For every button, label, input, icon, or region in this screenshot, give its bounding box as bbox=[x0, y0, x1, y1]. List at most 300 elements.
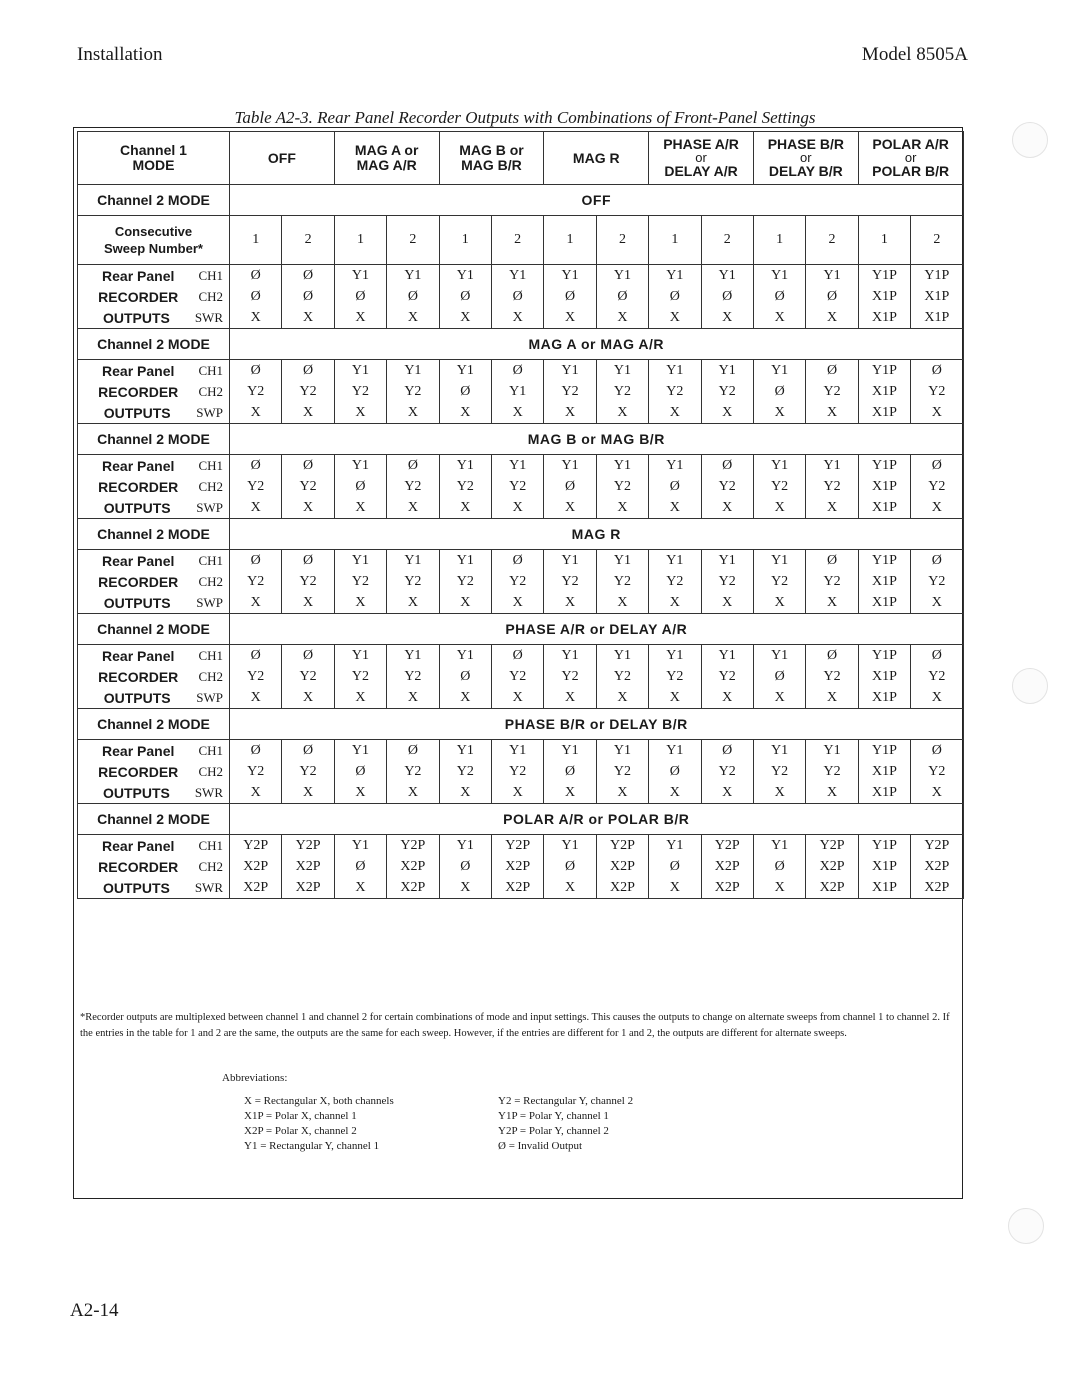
output-cell: X bbox=[387, 782, 439, 804]
output-cell: Y2P bbox=[230, 835, 282, 857]
output-cell: Y1 bbox=[649, 645, 701, 667]
output-cell: Y1 bbox=[753, 835, 805, 857]
output-cell: Y2 bbox=[649, 571, 701, 592]
output-row-label bbox=[78, 835, 230, 857]
sweep-number-cell: 2 bbox=[911, 216, 963, 265]
output-cell: X bbox=[753, 782, 805, 804]
output-label-text: OUTPUTS bbox=[103, 499, 171, 516]
output-cell: Y1 bbox=[491, 740, 543, 762]
output-cell: Y1 bbox=[701, 550, 753, 572]
output-row-label bbox=[78, 402, 230, 424]
output-cell: X bbox=[491, 497, 543, 519]
output-label-text: RECORDER bbox=[98, 478, 179, 495]
output-cell: X bbox=[911, 687, 963, 709]
channel2-mode-value: MAG R bbox=[230, 519, 964, 550]
output-cell: Y1 bbox=[544, 360, 596, 382]
output-cell: Y1 bbox=[806, 265, 858, 287]
output-cell: X bbox=[544, 687, 596, 709]
table-caption: Table A2-3. Rear Panel Recorder Outputs with Combinations of Front-Panel Settings bbox=[234, 108, 816, 127]
output-cell: Y2 bbox=[753, 761, 805, 782]
mode-header-line: PHASE B/R bbox=[767, 136, 844, 152]
output-label-text: RECORDER bbox=[98, 288, 179, 305]
output-cell: Y1 bbox=[544, 740, 596, 762]
output-cell: Y2 bbox=[334, 381, 386, 402]
abbreviation-item: Y1P = Polar Y, channel 1 bbox=[498, 1110, 609, 1122]
output-cell: Ø bbox=[230, 645, 282, 667]
output-cell: X2P bbox=[911, 877, 963, 899]
output-label-text: OUTPUTS bbox=[102, 784, 170, 801]
channel1-mode-column-header bbox=[858, 132, 963, 185]
output-cell: X bbox=[649, 307, 701, 329]
output-cell: Ø bbox=[282, 265, 334, 287]
output-cell: Ø bbox=[806, 360, 858, 382]
abbreviation-item: Ø = Invalid Output bbox=[498, 1140, 583, 1152]
output-cell: Y2 bbox=[282, 666, 334, 687]
mode-header-line: or bbox=[695, 150, 707, 165]
mode-label-line: MODE bbox=[132, 157, 175, 173]
channel-tag: CH2 bbox=[198, 478, 223, 494]
output-cell: X bbox=[491, 307, 543, 329]
channel-tag: CH1 bbox=[198, 742, 223, 758]
output-cell: Ø bbox=[911, 550, 963, 572]
output-cell: Y1 bbox=[491, 381, 543, 402]
output-cell: Y1 bbox=[544, 835, 596, 857]
output-cell: Ø bbox=[439, 856, 491, 877]
output-cell: X1P bbox=[911, 307, 963, 329]
output-cell: X bbox=[544, 402, 596, 424]
output-cell: Ø bbox=[753, 381, 805, 402]
output-cell: X bbox=[701, 687, 753, 709]
channel2-mode-value: PHASE A/R or DELAY A/R bbox=[230, 614, 964, 645]
output-cell: Ø bbox=[282, 360, 334, 382]
output-cell: X bbox=[282, 402, 334, 424]
output-cell: Y2P bbox=[911, 835, 963, 857]
output-row-label bbox=[78, 307, 230, 329]
output-cell: Y2 bbox=[544, 666, 596, 687]
output-cell: Y1 bbox=[544, 265, 596, 287]
channel-tag: CH1 bbox=[198, 552, 223, 568]
mode-header-line: MAG B or bbox=[459, 142, 524, 158]
output-cell: Y1 bbox=[387, 550, 439, 572]
output-cell: Y2 bbox=[596, 571, 648, 592]
output-cell: Ø bbox=[806, 550, 858, 572]
output-cell: Y2 bbox=[911, 761, 963, 782]
output-cell: X bbox=[753, 307, 805, 329]
output-row bbox=[78, 381, 964, 402]
output-row-label bbox=[78, 782, 230, 804]
output-cell: Ø bbox=[544, 856, 596, 877]
output-cell: Y1 bbox=[806, 455, 858, 477]
output-row-label bbox=[78, 286, 230, 307]
output-cell: Y1 bbox=[753, 550, 805, 572]
output-cell: X bbox=[649, 877, 701, 899]
output-cell: X1P bbox=[858, 782, 910, 804]
channel2-mode-value: MAG A or MAG A/R bbox=[230, 329, 964, 360]
output-cell: X bbox=[491, 592, 543, 614]
sweep-number-row bbox=[78, 216, 964, 265]
output-cell: X2P bbox=[806, 877, 858, 899]
output-label-text: Rear Panel bbox=[102, 837, 175, 854]
channel2-mode-value: PHASE B/R or DELAY B/R bbox=[230, 709, 964, 740]
output-cell: Y2 bbox=[334, 666, 386, 687]
channel1-label-line: Channel 1 bbox=[120, 142, 187, 158]
output-cell: Ø bbox=[439, 666, 491, 687]
output-cell: X2P bbox=[701, 856, 753, 877]
output-cell: X bbox=[230, 592, 282, 614]
output-cell: X bbox=[701, 782, 753, 804]
output-row-label bbox=[78, 476, 230, 497]
output-cell: Y1 bbox=[491, 455, 543, 477]
output-cell: X bbox=[230, 687, 282, 709]
output-cell: Y2 bbox=[387, 761, 439, 782]
output-cell: Ø bbox=[544, 286, 596, 307]
output-cell: X2P bbox=[596, 877, 648, 899]
output-row bbox=[78, 550, 964, 572]
sweep-number-cell: 2 bbox=[387, 216, 439, 265]
output-cell: Ø bbox=[230, 265, 282, 287]
output-row bbox=[78, 592, 964, 614]
channel2-mode-value: OFF bbox=[230, 185, 964, 216]
output-row bbox=[78, 497, 964, 519]
output-cell: Y1 bbox=[596, 265, 648, 287]
output-row bbox=[78, 782, 964, 804]
output-cell: Y2 bbox=[806, 381, 858, 402]
output-cell: X bbox=[911, 402, 963, 424]
output-cell: Y2 bbox=[282, 381, 334, 402]
output-cell: Ø bbox=[806, 286, 858, 307]
channel2-mode-value: MAG B or MAG B/R bbox=[230, 424, 964, 455]
output-label-text: Rear Panel bbox=[102, 362, 175, 379]
output-label-text: OUTPUTS bbox=[102, 309, 170, 326]
output-cell: X bbox=[491, 687, 543, 709]
output-cell: Y1 bbox=[753, 645, 805, 667]
output-row-label bbox=[78, 265, 230, 287]
output-cell: X bbox=[544, 497, 596, 519]
output-cell: X bbox=[334, 307, 386, 329]
output-cell: X bbox=[439, 307, 491, 329]
output-cell: Ø bbox=[334, 286, 386, 307]
abbreviations-title: Abbreviations: bbox=[222, 1072, 288, 1084]
output-cell: Y2 bbox=[701, 476, 753, 497]
output-cell: X bbox=[334, 402, 386, 424]
output-cell: Y2 bbox=[701, 761, 753, 782]
output-cell: Y2 bbox=[753, 571, 805, 592]
output-cell: Y2 bbox=[439, 571, 491, 592]
output-cell: X bbox=[544, 592, 596, 614]
output-cell: Y1 bbox=[596, 645, 648, 667]
output-cell: Y1 bbox=[387, 645, 439, 667]
mode-header-line: POLAR B/R bbox=[872, 163, 950, 179]
output-cell: X2P bbox=[491, 856, 543, 877]
output-cell: X bbox=[439, 782, 491, 804]
sweep-label-line: Sweep Number* bbox=[104, 241, 203, 256]
output-cell: X bbox=[596, 307, 648, 329]
output-cell: Y1 bbox=[649, 835, 701, 857]
channel-tag: SWR bbox=[194, 784, 223, 800]
output-cell: Ø bbox=[806, 645, 858, 667]
output-cell: X bbox=[282, 782, 334, 804]
output-row-label bbox=[78, 360, 230, 382]
output-cell: Y2 bbox=[911, 476, 963, 497]
output-cell: X bbox=[282, 497, 334, 519]
channel1-mode-column-header bbox=[230, 132, 335, 185]
output-label-text: Rear Panel bbox=[102, 552, 175, 569]
output-cell: X bbox=[701, 402, 753, 424]
sweep-number-cell: 2 bbox=[491, 216, 543, 265]
output-cell: X bbox=[596, 782, 648, 804]
output-cell: Y1P bbox=[858, 550, 910, 572]
output-row-label bbox=[78, 687, 230, 709]
channel-tag: CH1 bbox=[198, 362, 223, 378]
mode-header-line: DELAY A/R bbox=[664, 163, 738, 179]
channel-tag: SWP bbox=[196, 689, 223, 705]
output-cell: Y1 bbox=[439, 740, 491, 762]
output-row-label bbox=[78, 666, 230, 687]
output-cell: X2P bbox=[387, 856, 439, 877]
output-row bbox=[78, 856, 964, 877]
output-cell: Y1P bbox=[858, 645, 910, 667]
output-cell: Y1 bbox=[649, 360, 701, 382]
mode-header-line: DELAY B/R bbox=[768, 163, 843, 179]
output-cell: Y1 bbox=[649, 550, 701, 572]
output-cell: Y1 bbox=[806, 740, 858, 762]
abbreviations-right-column bbox=[498, 1094, 633, 1154]
output-cell: Ø bbox=[911, 740, 963, 762]
output-cell: X bbox=[806, 687, 858, 709]
abbreviation-item: X2P = Polar X, channel 2 bbox=[244, 1125, 357, 1137]
mode-header-line: MAG R bbox=[572, 149, 620, 166]
abbreviation-item: Y1 = Rectangular Y, channel 1 bbox=[244, 1140, 380, 1152]
output-cell: Ø bbox=[230, 360, 282, 382]
output-cell: Y1 bbox=[701, 645, 753, 667]
output-label-text: OUTPUTS bbox=[102, 879, 170, 896]
output-cell: X bbox=[806, 402, 858, 424]
output-row-label bbox=[78, 455, 230, 477]
sweep-number-cell: 1 bbox=[230, 216, 282, 265]
output-cell: Y1 bbox=[387, 360, 439, 382]
channel-tag: SWR bbox=[194, 879, 223, 895]
channel-tag: CH1 bbox=[198, 837, 223, 853]
channel2-mode-label: Channel 2 MODE bbox=[78, 614, 230, 645]
channel1-mode-column-header bbox=[544, 132, 649, 185]
channel1-mode-header-row bbox=[78, 132, 964, 185]
output-cell: X2P bbox=[387, 877, 439, 899]
output-cell: X bbox=[701, 592, 753, 614]
output-cell: X bbox=[911, 592, 963, 614]
channel-tag: SWR bbox=[194, 309, 223, 325]
output-cell: Y1 bbox=[596, 360, 648, 382]
output-cell: Y2 bbox=[806, 571, 858, 592]
output-cell: Y2 bbox=[911, 666, 963, 687]
sweep-number-cell: 1 bbox=[649, 216, 701, 265]
channel2-mode-row bbox=[78, 709, 964, 740]
output-cell: Y2 bbox=[911, 381, 963, 402]
output-cell: Ø bbox=[230, 286, 282, 307]
output-row bbox=[78, 666, 964, 687]
output-cell: X2P bbox=[596, 856, 648, 877]
output-cell: Y1 bbox=[701, 360, 753, 382]
output-cell: Y1 bbox=[334, 455, 386, 477]
output-cell: X1P bbox=[858, 687, 910, 709]
channel1-mode-column-header bbox=[334, 132, 439, 185]
channel2-mode-label: Channel 2 MODE bbox=[78, 424, 230, 455]
output-cell: Y2 bbox=[491, 571, 543, 592]
output-cell: Y1P bbox=[858, 740, 910, 762]
sweep-number-cell: 1 bbox=[544, 216, 596, 265]
output-cell: Y2 bbox=[596, 666, 648, 687]
output-cell: X bbox=[806, 592, 858, 614]
output-cell: X bbox=[334, 877, 386, 899]
abbreviation-item: X = Rectangular X, both channels bbox=[244, 1095, 394, 1107]
output-row-label bbox=[78, 856, 230, 877]
output-cell: Ø bbox=[491, 550, 543, 572]
channel-tag: CH1 bbox=[198, 457, 223, 473]
output-cell: Y2 bbox=[439, 476, 491, 497]
output-cell: Y2 bbox=[544, 381, 596, 402]
output-cell: Ø bbox=[701, 455, 753, 477]
channel-tag: CH1 bbox=[198, 647, 223, 663]
output-cell: X1P bbox=[858, 592, 910, 614]
footnote: *Recorder outputs are multiplexed between channel 1 and channel 2 for certain combinations of mode and input settings. This causes the outputs to change on alternate sweeps from channel 1 to channel 2. If the entries in the table for 1 and 2 are the same, the outputs are the same for each sweep. However, if the entries are different for 1 and 2, the outputs are different for alternate sweeps. bbox=[80, 1012, 950, 1039]
output-cell: X1P bbox=[858, 761, 910, 782]
output-cell: Y1 bbox=[701, 265, 753, 287]
output-cell: Ø bbox=[491, 360, 543, 382]
output-row-label bbox=[78, 550, 230, 572]
output-cell: Y1 bbox=[753, 265, 805, 287]
output-cell: Y2 bbox=[596, 381, 648, 402]
output-label-text: Rear Panel bbox=[102, 742, 175, 759]
output-cell: X bbox=[387, 402, 439, 424]
output-label-text: RECORDER bbox=[98, 383, 179, 400]
output-cell: Y1 bbox=[334, 740, 386, 762]
binder-hole bbox=[1008, 1208, 1044, 1244]
output-cell: Y1 bbox=[649, 740, 701, 762]
output-cell: Ø bbox=[649, 476, 701, 497]
output-cell: X bbox=[806, 307, 858, 329]
output-cell: X1P bbox=[858, 286, 910, 307]
channel-tag: SWP bbox=[196, 499, 223, 515]
output-cell: Ø bbox=[439, 381, 491, 402]
output-row-label bbox=[78, 761, 230, 782]
sweep-number-cell: 1 bbox=[753, 216, 805, 265]
channel2-mode-label: Channel 2 MODE bbox=[78, 709, 230, 740]
output-cell: Ø bbox=[544, 476, 596, 497]
output-cell: X bbox=[753, 877, 805, 899]
mode-header-line: POLAR A/R bbox=[872, 136, 949, 152]
channel-tag: CH2 bbox=[198, 573, 223, 589]
output-cell: X2P bbox=[282, 877, 334, 899]
output-cell: Ø bbox=[649, 856, 701, 877]
output-row bbox=[78, 645, 964, 667]
output-cell: Y1 bbox=[334, 835, 386, 857]
output-row bbox=[78, 835, 964, 857]
output-cell: Y2 bbox=[491, 761, 543, 782]
output-label-text: Rear Panel bbox=[102, 647, 175, 664]
output-cell: Y1P bbox=[858, 360, 910, 382]
output-cell: X bbox=[230, 307, 282, 329]
output-cell: Y1 bbox=[649, 265, 701, 287]
output-cell: Ø bbox=[282, 740, 334, 762]
channel2-mode-label: Channel 2 MODE bbox=[78, 185, 230, 216]
output-cell: Y2 bbox=[701, 381, 753, 402]
output-cell: Y2 bbox=[282, 476, 334, 497]
channel2-mode-label: Channel 2 MODE bbox=[78, 519, 230, 550]
output-cell: X2P bbox=[911, 856, 963, 877]
output-cell: X1P bbox=[911, 286, 963, 307]
channel-tag: SWP bbox=[196, 594, 223, 610]
output-cell: Y1 bbox=[439, 265, 491, 287]
output-cell: Ø bbox=[649, 761, 701, 782]
output-cell: Y2 bbox=[806, 666, 858, 687]
output-cell: X bbox=[282, 307, 334, 329]
output-row bbox=[78, 307, 964, 329]
channel1-mode-column-header bbox=[753, 132, 858, 185]
output-cell: Ø bbox=[387, 455, 439, 477]
binder-hole bbox=[1012, 668, 1048, 704]
output-cell: Y2 bbox=[387, 381, 439, 402]
output-cell: X2P bbox=[806, 856, 858, 877]
output-cell: Y2 bbox=[806, 761, 858, 782]
output-cell: Y1 bbox=[544, 455, 596, 477]
page-number: A2-14 bbox=[70, 1300, 119, 1321]
output-cell: X bbox=[544, 877, 596, 899]
output-cell: Ø bbox=[544, 761, 596, 782]
output-cell: Ø bbox=[439, 286, 491, 307]
channel2-mode-row bbox=[78, 804, 964, 835]
output-label-text: RECORDER bbox=[98, 763, 179, 780]
output-cell: Y2 bbox=[282, 571, 334, 592]
channel-tag: SWP bbox=[196, 404, 223, 420]
output-cell: X bbox=[491, 402, 543, 424]
output-cell: X bbox=[387, 497, 439, 519]
output-cell: Ø bbox=[282, 286, 334, 307]
channel2-mode-label: Channel 2 MODE bbox=[78, 804, 230, 835]
output-cell: X bbox=[230, 497, 282, 519]
output-cell: Y2 bbox=[649, 381, 701, 402]
output-row bbox=[78, 877, 964, 899]
output-cell: X1P bbox=[858, 571, 910, 592]
output-cell: X bbox=[753, 687, 805, 709]
output-cell: X bbox=[439, 402, 491, 424]
output-cell: X2P bbox=[230, 856, 282, 877]
output-cell: Y1 bbox=[439, 550, 491, 572]
output-cell: X bbox=[649, 592, 701, 614]
output-cell: X bbox=[701, 307, 753, 329]
output-cell: X bbox=[649, 782, 701, 804]
mode-header-line: or bbox=[800, 150, 812, 165]
channel2-mode-row bbox=[78, 614, 964, 645]
output-cell: X1P bbox=[858, 497, 910, 519]
output-row-label bbox=[78, 877, 230, 899]
output-cell: X bbox=[282, 687, 334, 709]
channel-tag: CH1 bbox=[198, 267, 223, 283]
output-cell: Y1 bbox=[753, 740, 805, 762]
channel-tag: CH2 bbox=[198, 763, 223, 779]
channel-tag: CH2 bbox=[198, 668, 223, 684]
output-cell: Y2P bbox=[806, 835, 858, 857]
output-cell: X bbox=[806, 782, 858, 804]
output-cell: Y2 bbox=[230, 381, 282, 402]
output-cell: X bbox=[334, 592, 386, 614]
output-cell: X bbox=[596, 592, 648, 614]
output-cell: X1P bbox=[858, 877, 910, 899]
output-cell: Y2 bbox=[544, 571, 596, 592]
mode-header-line: MAG A or bbox=[354, 142, 419, 158]
recorder-outputs-table bbox=[77, 131, 964, 899]
output-cell: Ø bbox=[649, 286, 701, 307]
output-cell: X bbox=[439, 592, 491, 614]
channel-tag: CH2 bbox=[198, 858, 223, 874]
